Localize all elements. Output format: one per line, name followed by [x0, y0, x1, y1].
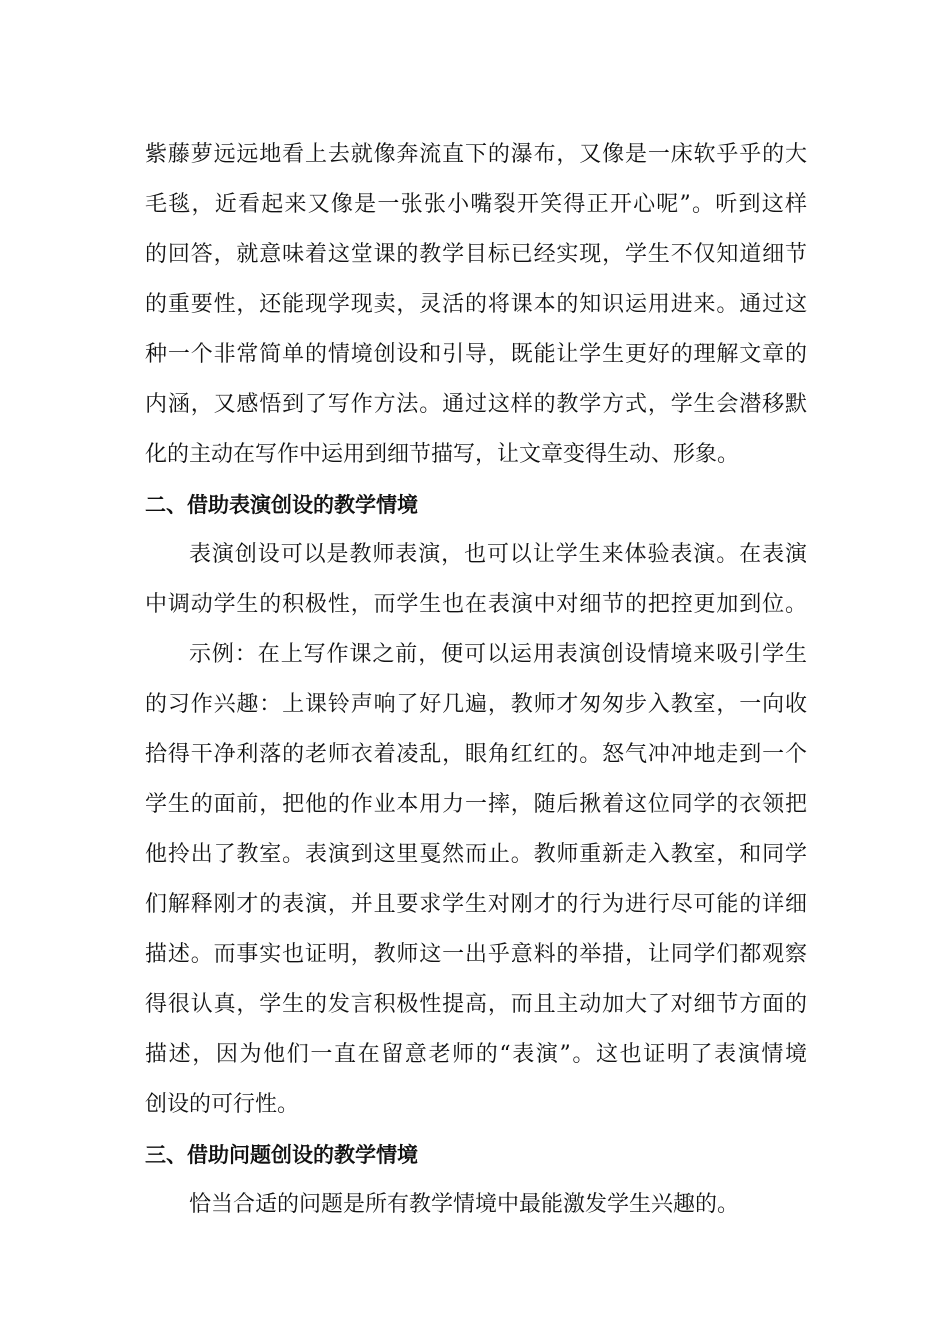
text-line: 示例：在上写作课之前，便可以运用表演创设情境来吸引学生	[189, 642, 807, 667]
text-line: 表演创设可以是教师表演，也可以让学生来体验表演。在表演	[189, 542, 807, 567]
text-line: 的习作兴趣：上课铃声响了好几遍，教师才匆匆步入教室，一向收	[145, 692, 807, 717]
text-line: 描述，因为他们一直在留意老师的“表演”。这也证明了表演情境	[145, 1042, 807, 1067]
paragraph-continued	[145, 130, 807, 480]
text-line: 们解释刚才的表演，并且要求学生对刚才的行为进行尽可能的详细	[145, 892, 807, 917]
text-line: 恰当合适的问题是所有教学情境中最能激发学生兴趣的。	[189, 1192, 740, 1217]
section-heading-3: 三、借助问题创设的教学情境	[145, 1143, 418, 1167]
text-line: 创设的可行性。	[145, 1092, 300, 1117]
text-line: 紫藤萝远远地看上去就像奔流直下的瀑布，又像是一床软乎乎的大	[145, 142, 807, 167]
text-line: 的重要性，还能现学现卖，灵活的将课本的知识运用进来。通过这	[145, 292, 807, 317]
section-heading-2: 二、借助表演创设的教学情境	[145, 493, 418, 517]
text-line: 中调动学生的积极性，而学生也在表演中对细节的把控更加到位。	[145, 592, 807, 617]
paragraph-performance-intro	[145, 530, 807, 630]
document-page	[145, 130, 807, 1230]
text-line: 的回答，就意味着这堂课的教学目标已经实现，学生不仅知道细节	[145, 242, 807, 267]
text-line: 拾得干净利落的老师衣着凌乱，眼角红红的。怒气冲冲地走到一个	[145, 742, 807, 767]
text-line: 他拎出了教室。表演到这里戛然而止。教师重新走入教室，和同学	[145, 842, 807, 867]
text-line: 化的主动在写作中运用到细节描写，让文章变得生动、形象。	[145, 442, 740, 467]
text-line: 毛毯，近看起来又像是一张张小嘴裂开笑得正开心呢”。听到这样	[145, 192, 807, 217]
text-line: 得很认真，学生的发言积极性提高，而且主动加大了对细节方面的	[145, 992, 807, 1017]
text-line: 学生的面前，把他的作业本用力一摔，随后揪着这位同学的衣领把	[145, 792, 807, 817]
paragraph-example	[145, 630, 807, 1130]
text-line: 种一个非常简单的情境创设和引导，既能让学生更好的理解文章的	[145, 342, 807, 367]
text-line: 内涵，又感悟到了写作方法。通过这样的教学方式，学生会潜移默	[145, 392, 807, 417]
paragraph-questions	[145, 1180, 807, 1230]
text-line: 描述。而事实也证明，教师这一出乎意料的举措，让同学们都观察	[145, 942, 807, 967]
